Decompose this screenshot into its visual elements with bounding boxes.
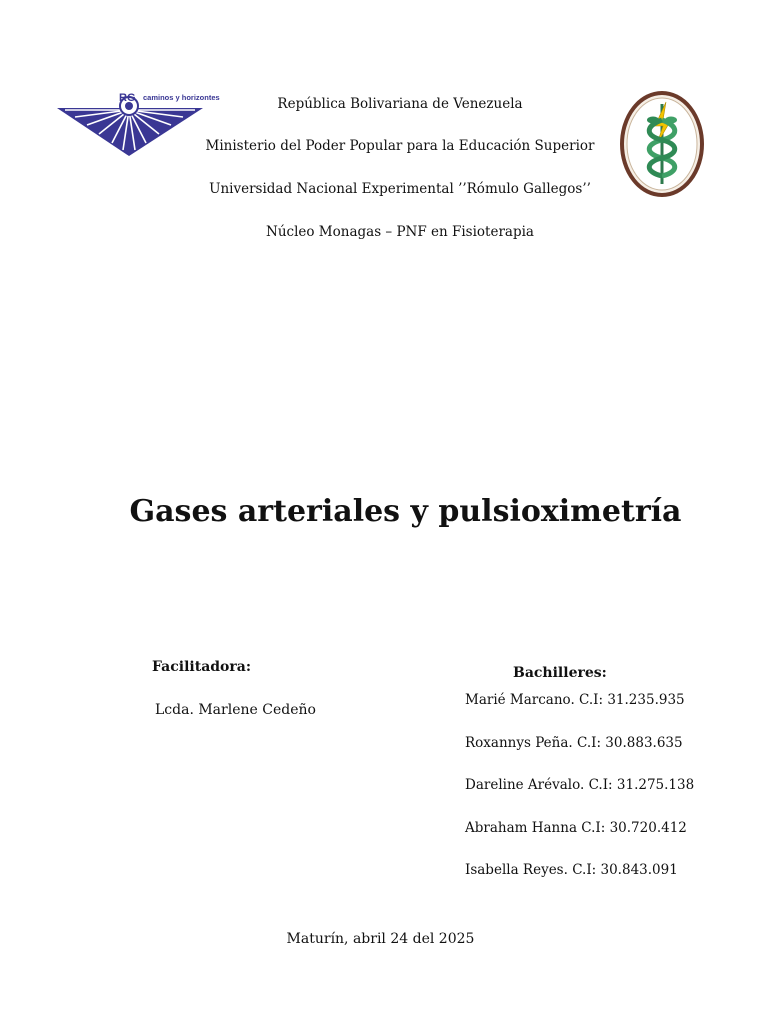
student-item: Marié Marcano. C.I: 31.235.935 (465, 692, 685, 708)
students-label: Bachilleres: (513, 665, 607, 681)
caduceus-emblem (619, 90, 705, 198)
student-item: Dareline Arévalo. C.I: 31.275.138 (465, 777, 695, 793)
student-item: Isabella Reyes. C.I: 30.843.091 (465, 862, 678, 878)
university-logo (57, 90, 220, 158)
campus-program-line: Núcleo Monagas – PNF en Fisioterapia (266, 224, 534, 240)
facilitator-name: Lcda. Marlene Cedeño (155, 702, 316, 718)
student-item: Roxannys Peña. C.I: 30.883.635 (465, 735, 683, 751)
student-item: Abraham Hanna C.I: 30.720.412 (465, 820, 687, 836)
document-title: Gases arteriales y pulsioximetría (129, 494, 682, 529)
place-date: Maturín, abril 24 del 2025 (286, 931, 475, 947)
country-line: República Bolivariana de Venezuela (277, 96, 523, 112)
university-line: Universidad Nacional Experimental ’’Rómulo Gallegos’’ (209, 181, 591, 197)
logo-tagline: caminos y horizontes (143, 93, 220, 102)
caduceus-icon (619, 90, 705, 198)
facilitator-label: Facilitadora: (152, 659, 252, 675)
svg-text:RG: RG (119, 92, 136, 104)
ministry-line: Ministerio del Poder Popular para la Educación Superior (205, 138, 595, 154)
